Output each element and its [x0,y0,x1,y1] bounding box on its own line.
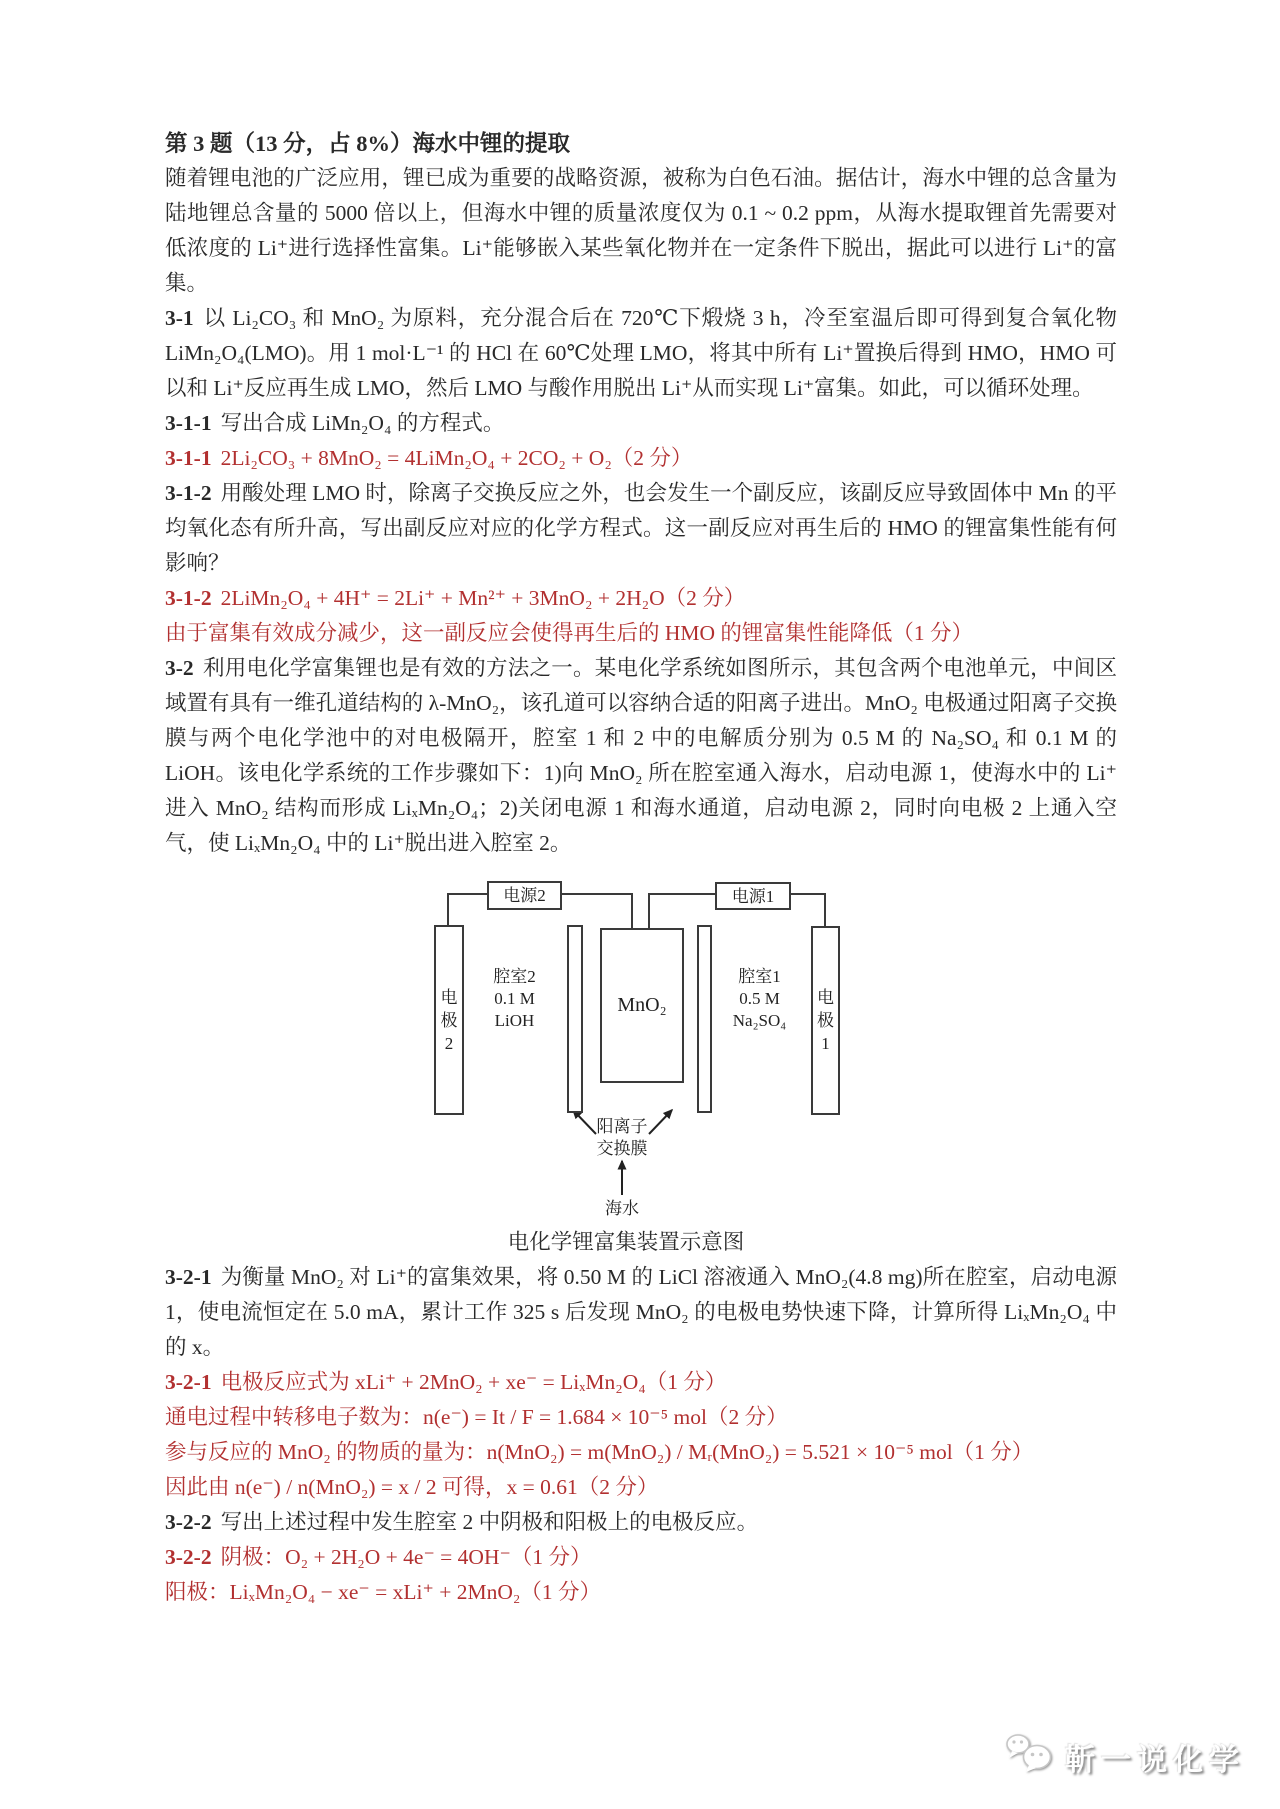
paragraph-text: 写出合成 LiMn₂O₄ 的方程式。 [220,411,505,435]
paragraph-text: 阴极：O₂ + 2H₂O + 4e⁻ = 4OH⁻（1 分） [220,1545,592,1569]
wire-power1-electrode1 [791,894,825,927]
paragraph-text: 写出上述过程中发生腔室 2 中阴极和阳极上的电极反应。 [220,1510,759,1534]
intro-paragraph [165,161,1117,301]
question-paragraph-3-1-2 [165,476,1117,581]
membrane-label [577,1116,667,1160]
membrane-bar-left [567,925,583,1113]
paragraph-text: 因此由 n(e⁻) / n(MnO₂) = x / 2 可得，x = 0.61（2 分） [165,1475,659,1499]
paragraph-text: 参与反应的 MnO₂ 的物质的量为：n(MnO₂) = m(MnO₂) / Mᵣ(MnO₂) = 5.521 × 10⁻⁵ mol（1 分） [165,1440,1034,1464]
power-supply-2-label: 电源2 [503,886,546,905]
answer-paragraph-mno2-amount [165,1435,1117,1470]
section-label: 3-2-2 [165,1510,212,1534]
page-title: 第 3 题（13 分，占 8%）海水中锂的提取 [165,131,571,156]
paragraph-text: 由于富集有效成分减少，这一副反应会使得再生后的 HMO 的锂富集性能降低（1 分） [165,621,974,645]
section-label: 3-1-1 [165,446,212,470]
section-label: 3-1-2 [165,481,212,505]
paragraph-text: 用酸处理 LMO 时，除离子交换反应之外，也会发生一个副反应，该副反应导致固体中 Mn 的平均氧化态有所升高，写出副反应对应的化学方程式。这一副反应对再生后的 HMO 的锂富集性能有何影响？ [165,481,1117,575]
answer-paragraph-electron-count [165,1400,1117,1435]
answer-paragraph-3-1-1 [165,441,1117,476]
chamber-1-concentration: 0.5 M [739,989,780,1008]
chamber-2-concentration: 0.1 M [494,989,535,1008]
wire-power2-mno2 [562,894,632,929]
chamber-1-solute: Na₂SO₄ [732,1011,787,1030]
answer-paragraph-3-1-2 [165,581,1117,616]
electrode-1-label: 电极1 [817,988,834,1053]
section-label: 3-1-1 [165,411,212,435]
answer-paragraph-3-2-1 [165,1365,1117,1400]
watermark-text: 靳一说化学 [1065,1743,1245,1777]
wire-power1-mno2 [649,894,715,929]
paragraph-text: 通电过程中转移电子数为：n(e⁻) = It / F = 1.684 × 10⁻⁵ mol（2 分） [165,1405,788,1429]
section-label: 3-2 [165,656,194,680]
wire-electrode2-power2 [448,894,487,925]
electrochemical-cell-diagram [362,873,882,1225]
power-supply-1-box [715,882,791,910]
answer-paragraph-x-result [165,1470,1117,1505]
question-paragraph-3-2-1 [165,1260,1117,1365]
chamber-2-label [462,966,567,1032]
question-paragraph-3-2-2 [165,1505,1117,1540]
mno2-electrode-box [600,928,684,1083]
electrode-1-bar [811,926,840,1115]
paragraph-text: 电极反应式为 xLi⁺ + 2MnO₂ + xe⁻ = LiₓMn₂O₄（1 分） [220,1370,727,1394]
wechat-bubbles-icon [1003,1732,1055,1781]
diagram-caption: 电化学锂富集装置示意图 [507,1230,745,1254]
mno2-label: MnO₂ [617,994,667,1016]
answer-paragraph-anode [165,1575,1117,1610]
paragraph-text: 以 Li₂CO₃ 和 MnO₂ 为原料，充分混合后在 720℃下煅烧 3 h，冷至室温后即可得到复合氧化物 LiMn₂O₄(LMO)。用 1 mol·L⁻¹ 的 HCl 在 60℃处理 LMO，将其中所有 Li⁺置换后得到 HMO，HMO 可以和 Li⁺反应再生成 LMO，然后 LMO 与酸作用脱出 Li⁺从而实现 Li⁺富集。如此，可以循环处理。 [165,306,1117,400]
question-paragraph-3-1-1 [165,406,1117,441]
power-supply-1-label: 电源1 [731,886,775,906]
question-paragraph-3-1 [165,301,1117,406]
section-label: 3-2-2 [165,1545,212,1569]
seawater-label: 海水 [605,1199,639,1218]
chamber-1-label [708,966,811,1032]
paragraph-text: 阳极：LiₓMn₂O₄ − xe⁻ = xLi⁺ + 2MnO₂（1 分） [165,1580,601,1604]
electrode-2-bar [434,925,464,1115]
section-label: 3-2-1 [165,1370,212,1394]
chamber-2-solute: LiOH [494,1011,535,1030]
paragraph-text: 为衡量 MnO₂ 对 Li⁺的富集效果，将 0.50 M 的 LiCl 溶液通入 MnO₂(4.8 mg)所在腔室，启动电源 1，使电流恒定在 5.0 mA，累计工作 325 s 后发现 MnO₂ 的电极电势快速下降，计算所得 LiₓMn₂O₄ 中的 x。 [165,1265,1117,1359]
chamber-2-name: 腔室2 [493,967,536,986]
section-label: 3-1 [165,306,194,330]
question-paragraph-3-2 [165,651,1117,861]
answer-paragraph-3-1-2-note [165,616,1117,651]
watermark [1003,1732,1245,1781]
membrane-label-line1: 阳离子 [596,1117,648,1136]
section-label: 3-2-1 [165,1265,212,1289]
power-supply-2-box [487,881,562,910]
document-body [165,126,1117,1610]
paragraph-text: 利用电化学富集锂也是有效的方法之一。某电化学系统如图所示，其包含两个电池单元，中间区域置有具有一维孔道结构的 λ-MnO₂，该孔道可以容纳合适的阳离子进出。MnO₂ 电极通过阳离子交换膜与两个电化学池中的对电极隔开，腔室 1 和 2 中的电解质分别为 0.5 M 的 Na₂SO₄ 和 0.1 M 的 LiOH。该电化学系统的工作步骤如下：1)向 MnO₂ 所在腔室通入海水，启动电源 1，使海水中的 Li⁺进入 MnO₂ 结构而形成 LiₓMn₂O₄；2)关闭电源 1 和海水通道，启动电源 2，同时向电极 2 上通入空气，使 LiₓMn₂O₄ 中的 Li⁺脱出进入腔室 2。 [165,656,1117,855]
paragraph-text: 2LiMn₂O₄ + 4H⁺ = 2Li⁺ + Mn²⁺ + 3MnO₂ + 2H₂O（2 分） [220,586,746,610]
section-label: 3-1-2 [165,586,212,610]
paragraph-text: 2Li₂CO₃ + 8MnO₂ = 4LiMn₂O₄ + 2CO₂ + O₂（2 分） [220,446,693,470]
chamber-1-name: 腔室1 [738,967,781,986]
answer-paragraph-cathode [165,1540,1117,1575]
electrode-2-label: 电极2 [440,987,458,1053]
membrane-label-line2: 交换膜 [596,1139,648,1158]
paragraph-text: 随着锂电池的广泛应用，锂已成为重要的战略资源，被称为白色石油。据估计，海水中锂的总含量为陆地锂总含量的 5000 倍以上，但海水中锂的质量浓度仅为 0.1 ~ 0.2 ppm，从海水提取锂首先需要对低浓度的 Li⁺进行选择性富集。Li⁺能够嵌入某些氧化物并在一定条件下脱出，据此可以进行 Li⁺的富集。 [165,166,1117,295]
